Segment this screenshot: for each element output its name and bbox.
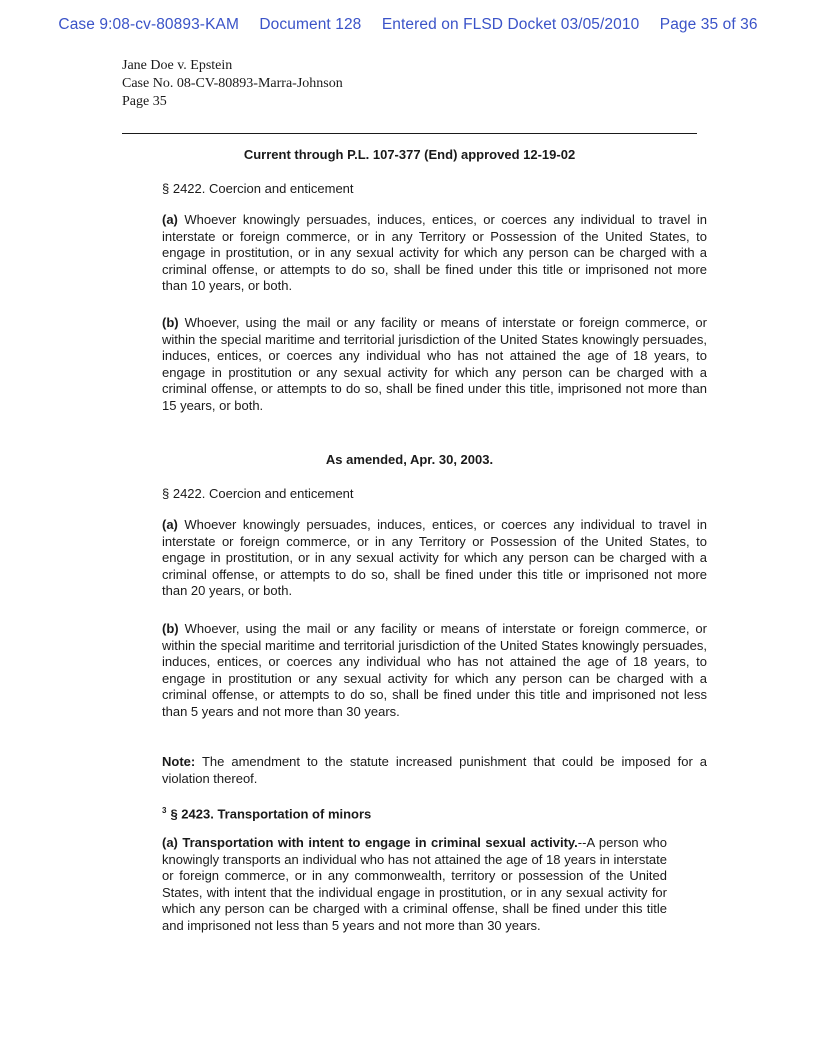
section3-a-dash: --: [577, 835, 587, 850]
section2-paragraph-a: [162, 517, 707, 600]
section3-paragraph-a: [162, 835, 667, 934]
section1-a-text: Whoever knowingly persuades, induces, entices, or coerces any individual to travel in interstate or foreign commerce, or in any Territory or Possession of the United States, to engage in prostitution, or in any sexual activity for which any person can be charged with a criminal offense, or attempts to do so, shall be fined under this title or imprisoned not more than 10 years, or both.: [162, 212, 707, 293]
docket-stamp: [0, 16, 816, 34]
footnote-marker: 3: [162, 806, 167, 815]
section1-b-text: Whoever, using the mail or any facility or means of interstate or foreign commerce, or within the special maritime and territorial jurisdiction of the United States knowingly persuades, induces, entices, or coerces any individual who has not attained the age of 18 years, to engage in prostitution or any sexual activity for which any person can be charged with a criminal offense, or attempts to do so, shall be fined under this title, imprisoned not more than 15 years, or both.: [162, 315, 707, 413]
section2-paragraph-b: [162, 621, 707, 720]
section1-paragraph-a: [162, 212, 707, 295]
section2-b-text: Whoever, using the mail or any facility or means of interstate or foreign commerce, or within the special maritime and territorial jurisdiction of the United States knowingly persuades, induces, entices, or coerces any individual who has not attained the age of 18 years, to engage in prostitution or any sexual activity for which any person can be charged with a criminal offense, or attempts to do so, shall be fined under this title and imprisoned not less than 5 years and not more than 30 years.: [162, 621, 707, 719]
section1-a-label: (a): [162, 212, 178, 227]
section3-a-text: A person who knowingly transports an individual who has not attained the age of 18 years in interstate or foreign commerce, or in any commonwealth, territory or possession of the United States, with intent that the individual engage in prostitution, or in any sexual activity for which any person can be charged with a criminal offense, shall be fined under this title and imprisoned not less than 5 years and not more than 30 years.: [162, 835, 667, 933]
section2-a-label: (a): [162, 517, 178, 532]
section3-title-line: [162, 803, 707, 823]
section2-note: [162, 754, 707, 787]
stamp-case: Case 9:08-cv-80893-KAM: [58, 16, 239, 33]
section2-b-label: (b): [162, 621, 179, 636]
section2-title: § 2422. Coercion and enticement: [162, 486, 354, 501]
section2-heading: As amended, Apr. 30, 2003.: [325, 452, 494, 467]
caption-case-number: Case No. 08-CV-80893-Marra-Johnson: [122, 76, 343, 91]
section1-paragraph-b: [162, 315, 707, 414]
caption-parties: Jane Doe v. Epstein: [122, 58, 233, 73]
section1-b-label: (b): [162, 315, 179, 330]
note-text: The amendment to the statute increased punishment that could be imposed for a violation thereof.: [162, 754, 707, 786]
section1-title: § 2422. Coercion and enticement: [162, 181, 354, 196]
section3-a-heading: (a) Transportation with intent to engage in criminal sexual activity.: [162, 835, 578, 850]
stamp-page: Page 35 of 36: [659, 16, 758, 33]
note-label: Note:: [162, 754, 196, 769]
header-rule: [122, 133, 697, 134]
section1-heading: Current through P.L. 107-377 (End) approved 12-19-02: [243, 147, 576, 162]
stamp-document: Document 128: [259, 16, 362, 33]
section3-title: § 2423. Transportation of minors: [170, 806, 372, 822]
stamp-entered: Entered on FLSD Docket 03/05/2010: [381, 16, 640, 33]
section2-a-text: Whoever knowingly persuades, induces, entices, or coerces any individual to travel in interstate or foreign commerce, or in any Territory or Possession of the United States, to engage in prostitution, or in any sexual activity for which any person can be charged with a criminal offense, or attempts to do so, shall be fined under this title or imprisoned not more than 20 years, or both.: [162, 517, 707, 598]
caption-page: Page 35: [122, 94, 167, 109]
case-caption: [122, 57, 343, 111]
